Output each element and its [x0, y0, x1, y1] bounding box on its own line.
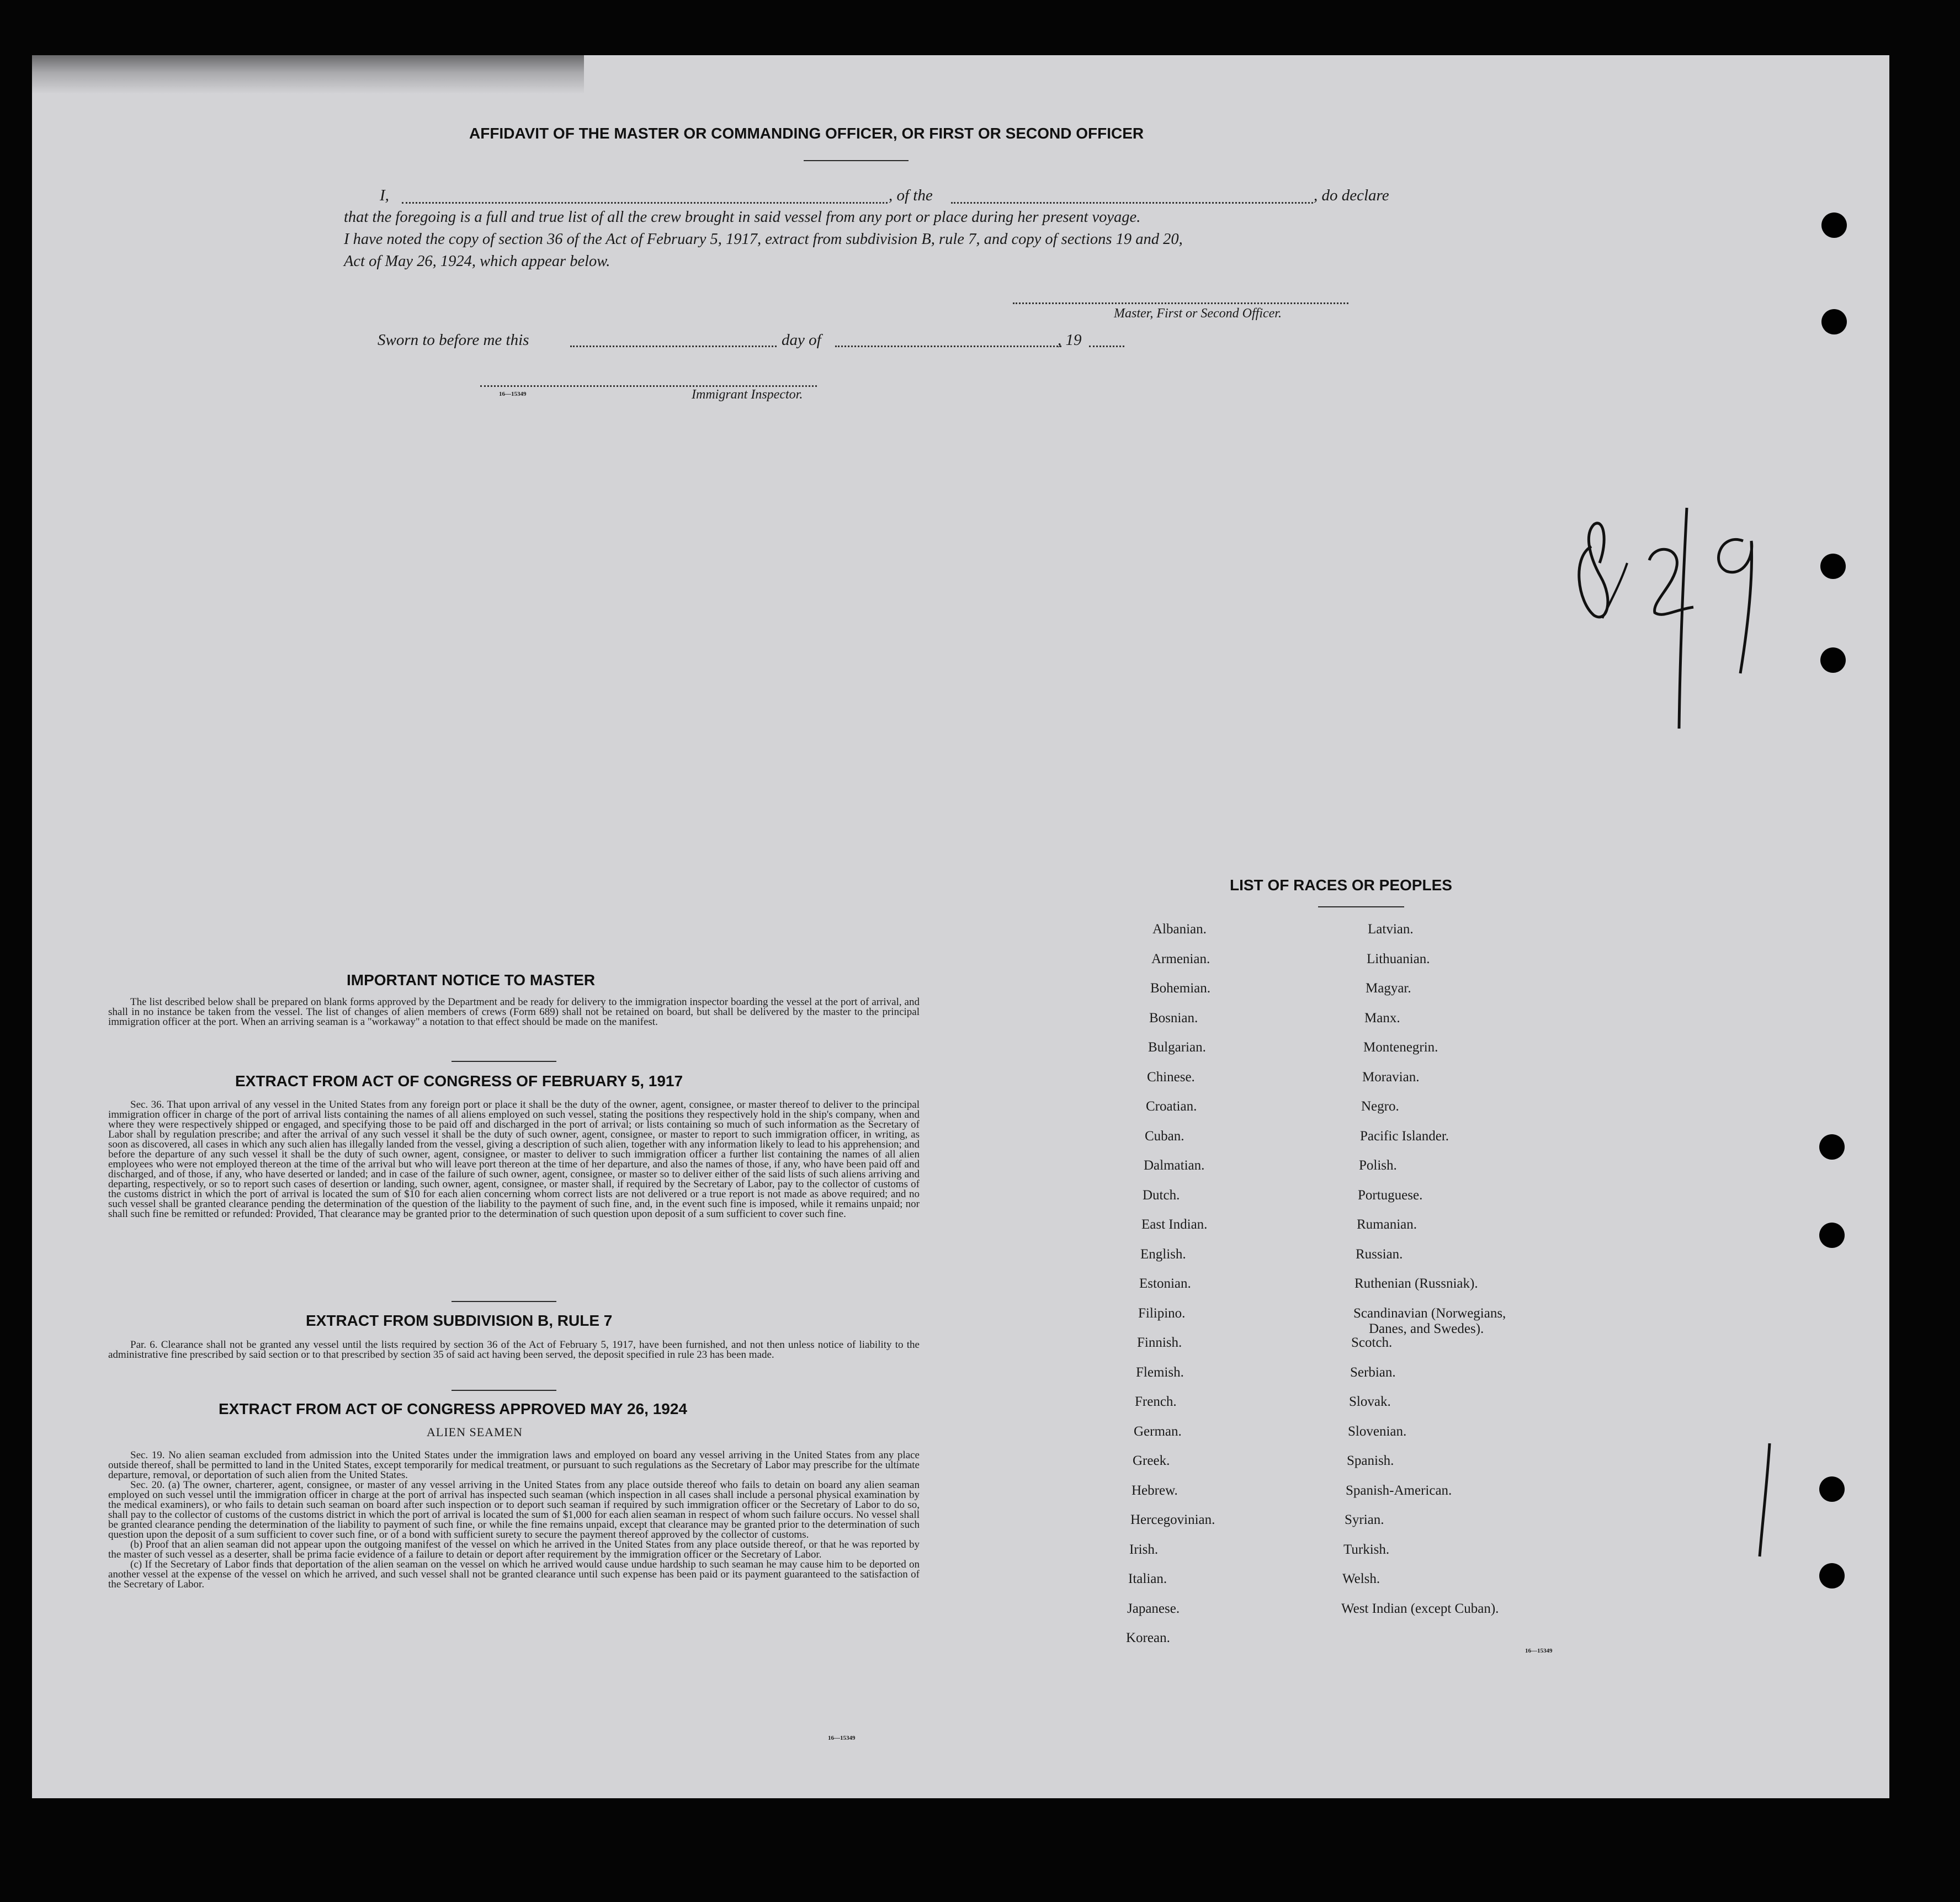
handwritten-date-note: [1561, 453, 1804, 762]
extract-1917-title: EXTRACT FROM ACT OF CONGRESS OF FEBRUARY 5, 1917: [235, 1072, 683, 1090]
affidavit-do-declare: , do declare: [1314, 187, 1389, 204]
race-entry: Rumanian.: [1357, 1217, 1417, 1232]
race-entry: Filipino.: [1138, 1305, 1186, 1321]
races-title: LIST OF RACES OR PEOPLES: [1230, 876, 1452, 894]
affidavit-title: AFFIDAVIT OF THE MASTER OR COMMANDING OFFICER, OR FIRST OR SECOND OFFICER: [469, 125, 1144, 142]
race-entry: Finnish.: [1137, 1335, 1182, 1350]
section-20a-paragraph: Sec. 20. (a) The owner, charterer, agent, consignee, or master of any vessel arriving in the United States from any place outside thereof who fails to detain on board any alien seaman employed on such vessel until the immigration officer in charge at the port of arrival has inspected such seaman (which inspection in all cases shall include a personal physical examination by the medical examiners), or who fails to detain such seaman on board after such inspection or to deport such seaman if required by such immigration officer or the Secretary of Labor to do so, shall pay to the collector of customs of the customs district in which the port of arrival is located the sum of $1,000 for each alien seaman in respect of whom such failure occurs. No vessel shall be granted clearance pending the determination of the liability to payment of such fine, or while the fine remains unpaid, except that clearance may be granted prior to the determination of such question upon the deposit of a sum sufficient to cover such fine, or of a bond with sufficient surety to secure the payment thereof approved by the collector of customs.: [108, 1479, 920, 1540]
race-entry: Negro.: [1361, 1099, 1399, 1114]
race-entry: Danes, and Swedes).: [1369, 1321, 1484, 1336]
extract-form-number: 16—15349: [828, 1735, 856, 1741]
section-36-paragraph: Sec. 36. That upon arrival of any vessel in the United States from any foreign port or place it shall be the duty of the owner, agent, consignee, or master thereof to deliver to the principal immigration officer in charge of the port of arrival lists containing the names of all aliens employed on such vessel, stating the positions they respectively hold in the ship's company, when and where they were respectively shipped or engaged, and specifying those to be paid off and discharged in the port of arrival; or lists containing so much of such information as the Secretary of Labor shall by regulation prescribe; and after the arrival of any such vessel it shall be the duty of such owner, agent, consignee, or master to report to such immigration officer, in writing, as soon as discovered, all cases in which any such alien has illegally landed from the vessel, giving a description of such alien, together with any information likely to lead to his apprehension; and before the departure of any such vessel it shall be the duty of such owner, agent, consignee, or master to deliver to such immigration officer a further list containing the names of all alien employees who were not employed thereon at the time of the arrival but who will leave port thereon at the time of her departure, and also the names of those, if any, who have been paid off and discharged, and of those, if any, who have deserted or landed; and in case of the failure of such owner, agent, consignee, or master so to deliver either of the said lists of such aliens arriving and departing, respectively, or so to report such cases of desertion or landing, such owner, agent, consignee, or master shall, if required by the Secretary of Labor, pay to the collector of customs of the customs district in which the port of arrival is located the sum of $10 for each alien concerning whom correct lists are not delivered or a true report is not made as above required; and no such vessel shall be granted clearance pending the determination of the question of the liability to the payment of such fine, and, in the event such fine is imposed, while it remains unpaid; nor shall such fine be remitted or refunded: Provided, That clearance may be granted prior to the determination of such question upon deposit of a sum sufficient to cover such fine.: [108, 1099, 920, 1220]
race-entry: Bosnian.: [1149, 1010, 1198, 1026]
rule7-rule: [452, 1390, 556, 1391]
officer-signature-field[interactable]: [1013, 302, 1348, 304]
punch-hole: [1821, 309, 1847, 334]
extract-1917-text: [108, 1100, 920, 1219]
race-entry: Flemish.: [1136, 1364, 1184, 1380]
race-entry: Irish.: [1129, 1542, 1159, 1557]
affidavit-line-2: that the foregoing is a full and true list of all the crew brought in said vessel from any port or place during her present voyage.: [344, 209, 1141, 226]
race-entry: Japanese.: [1127, 1601, 1180, 1616]
race-entry: Pacific Islander.: [1360, 1128, 1449, 1144]
punch-hole: [1820, 647, 1846, 673]
race-entry: Scandinavian (Norwegians,: [1353, 1305, 1506, 1321]
inspector-caption: Immigrant Inspector.: [692, 387, 803, 402]
affidavit-line-3: I have noted the copy of section 36 of the Act of February 5, 1917, extract from subdivision B, rule 7, and copy of sections 19 and 20,: [344, 231, 1183, 248]
punch-hole: [1819, 1476, 1845, 1502]
punch-hole: [1819, 1134, 1845, 1160]
scan-shadow: [32, 55, 584, 94]
race-entry: English.: [1140, 1246, 1186, 1262]
document-page: [32, 55, 1889, 1798]
races-title-rule: [1318, 906, 1404, 907]
affidavit-i: I,: [380, 187, 389, 204]
affidavit-line-4: Act of May 26, 1924, which appear below.: [344, 253, 610, 270]
race-entry: Scotch.: [1351, 1335, 1393, 1350]
rule7-text: [108, 1340, 920, 1360]
inspector-signature-field[interactable]: [480, 385, 817, 387]
sworn-day-of: day of: [782, 331, 821, 349]
affidavit-of-the: , of the: [889, 187, 933, 204]
section-20b-paragraph: (b) Proof that an alien seaman did not appear upon the outgoing manifest of the vessel on which he arrived in the United States from any place outside thereof, or that he was reported by the master of such vessel as a deserter, shall be prima facie evidence of a failure to detain or deport after requirement by the immigration officer or the Secretary of Labor.: [108, 1539, 920, 1560]
race-entry: Cuban.: [1145, 1128, 1185, 1144]
race-entry: Bulgarian.: [1148, 1040, 1206, 1055]
extract-1924-title: EXTRACT FROM ACT OF CONGRESS APPROVED MAY 26, 1924: [219, 1400, 687, 1417]
race-entry: Spanish-American.: [1346, 1483, 1452, 1498]
race-entry: Croatian.: [1146, 1099, 1197, 1114]
race-entry: Ruthenian (Russniak).: [1355, 1276, 1478, 1291]
alien-seamen-subtitle: ALIEN SEAMEN: [427, 1425, 523, 1439]
race-entry: Italian.: [1128, 1571, 1167, 1586]
race-entry: Chinese.: [1147, 1069, 1195, 1085]
race-entry: Turkish.: [1343, 1542, 1390, 1557]
race-entry: Lithuanian.: [1367, 951, 1430, 966]
race-entry: Slovak.: [1349, 1394, 1391, 1409]
race-entry: Korean.: [1126, 1630, 1170, 1645]
punch-hole: [1820, 554, 1846, 579]
race-entry: Spanish.: [1347, 1453, 1394, 1468]
race-entry: Portuguese.: [1358, 1187, 1423, 1203]
punch-hole: [1819, 1563, 1845, 1588]
races-form-number: 16—15349: [1525, 1648, 1553, 1654]
race-entry: French.: [1135, 1394, 1177, 1409]
race-entry: Albanian.: [1152, 922, 1207, 937]
race-entry: East Indian.: [1141, 1217, 1208, 1232]
punch-hole: [1819, 1223, 1845, 1248]
race-entry: Serbian.: [1350, 1364, 1396, 1380]
race-entry: Magyar.: [1366, 981, 1411, 996]
race-entry: German.: [1134, 1423, 1182, 1439]
master-name-field[interactable]: [402, 202, 888, 204]
section-20c-paragraph: (c) If the Secretary of Labor finds that deportation of the alien seaman on the vessel on which he arrived would cause undue hardship to such seaman he may cause him to be deported on another vessel at the expense of the vessel on which he arrived, and such vessel shall not be granted clearance until such expense has been paid or its payment guaranteed to the satisfaction of the Secretary of Labor.: [108, 1559, 920, 1590]
notice-paragraph: The list described below shall be prepared on blank forms approved by the Department and be ready for delivery to the immigration inspector boarding the vessel at the port of arrival, and shall in no instance be taken from the vessel. The list of changes of alien members of crews (Form 689) shall not be retained on board, but shall be delivered by the master to the principal immigration officer at the port. When an arriving seaman is a "workaway" a notation to that effect should be made on the manifest.: [108, 996, 920, 1028]
sworn-year-field[interactable]: [1089, 346, 1124, 347]
notice-title: IMPORTANT NOTICE TO MASTER: [347, 971, 596, 989]
sworn-prefix: Sworn to before me this: [378, 331, 529, 349]
race-entry: Polish.: [1359, 1158, 1397, 1173]
rule7-paragraph: Par. 6. Clearance shall not be granted any vessel until the lists required by section 36 of the Act of February 5, 1917, have been furnished, and not then unless notice of liability to the administrative fine prescribed by said section or to that prescribed by section 35 of said act having been served, the deposit specified in rule 23 has been made.: [108, 1339, 920, 1361]
handwritten-page-mark: [1754, 1441, 1776, 1562]
race-entry: Slovenian.: [1348, 1423, 1407, 1439]
sworn-year: , 19: [1058, 331, 1082, 349]
rule7-title: EXTRACT FROM SUBDIVISION B, RULE 7: [306, 1312, 613, 1329]
extract-1917-rule: [452, 1301, 556, 1302]
affidavit-title-rule: [804, 160, 909, 161]
sworn-day-field[interactable]: [570, 346, 777, 347]
race-entry: Manx.: [1364, 1010, 1400, 1026]
extract-1924-text: [108, 1451, 920, 1590]
notice-text: [108, 997, 920, 1027]
race-entry: Hercegovinian.: [1130, 1512, 1215, 1527]
officer-signature-caption: Master, First or Second Officer.: [1114, 306, 1282, 321]
race-entry: Hebrew.: [1132, 1483, 1178, 1498]
race-entry: Latvian.: [1368, 922, 1414, 937]
race-entry: Greek.: [1133, 1453, 1170, 1468]
punch-hole: [1821, 212, 1847, 238]
race-entry: Armenian.: [1151, 951, 1210, 966]
section-19-paragraph: Sec. 19. No alien seaman excluded from admission into the United States under the immigration laws and employed on board any vessel arriving in the United States from any place outside thereof, shall be permitted to land in the United States, except temporarily for medical treatment, or pursuant to such regulations as the Secretary of Labor may prescribe for the ultimate departure, removal, or deportation of such alien from the United States.: [108, 1449, 920, 1481]
affidavit-form-number: 16—15349: [499, 391, 527, 397]
race-entry: Estonian.: [1139, 1276, 1191, 1291]
sworn-month-field[interactable]: [835, 346, 1061, 347]
race-entry: Dutch.: [1143, 1187, 1180, 1203]
race-entry: Russian.: [1356, 1246, 1403, 1262]
race-entry: Welsh.: [1342, 1571, 1380, 1586]
race-entry: West Indian (except Cuban).: [1341, 1601, 1499, 1616]
race-entry: Dalmatian.: [1144, 1158, 1205, 1173]
race-entry: Montenegrin.: [1363, 1040, 1438, 1055]
race-entry: Bohemian.: [1150, 981, 1211, 996]
race-entry: Moravian.: [1362, 1069, 1420, 1085]
notice-rule: [452, 1061, 556, 1062]
vessel-name-field[interactable]: [951, 202, 1313, 204]
race-entry: Syrian.: [1345, 1512, 1384, 1527]
